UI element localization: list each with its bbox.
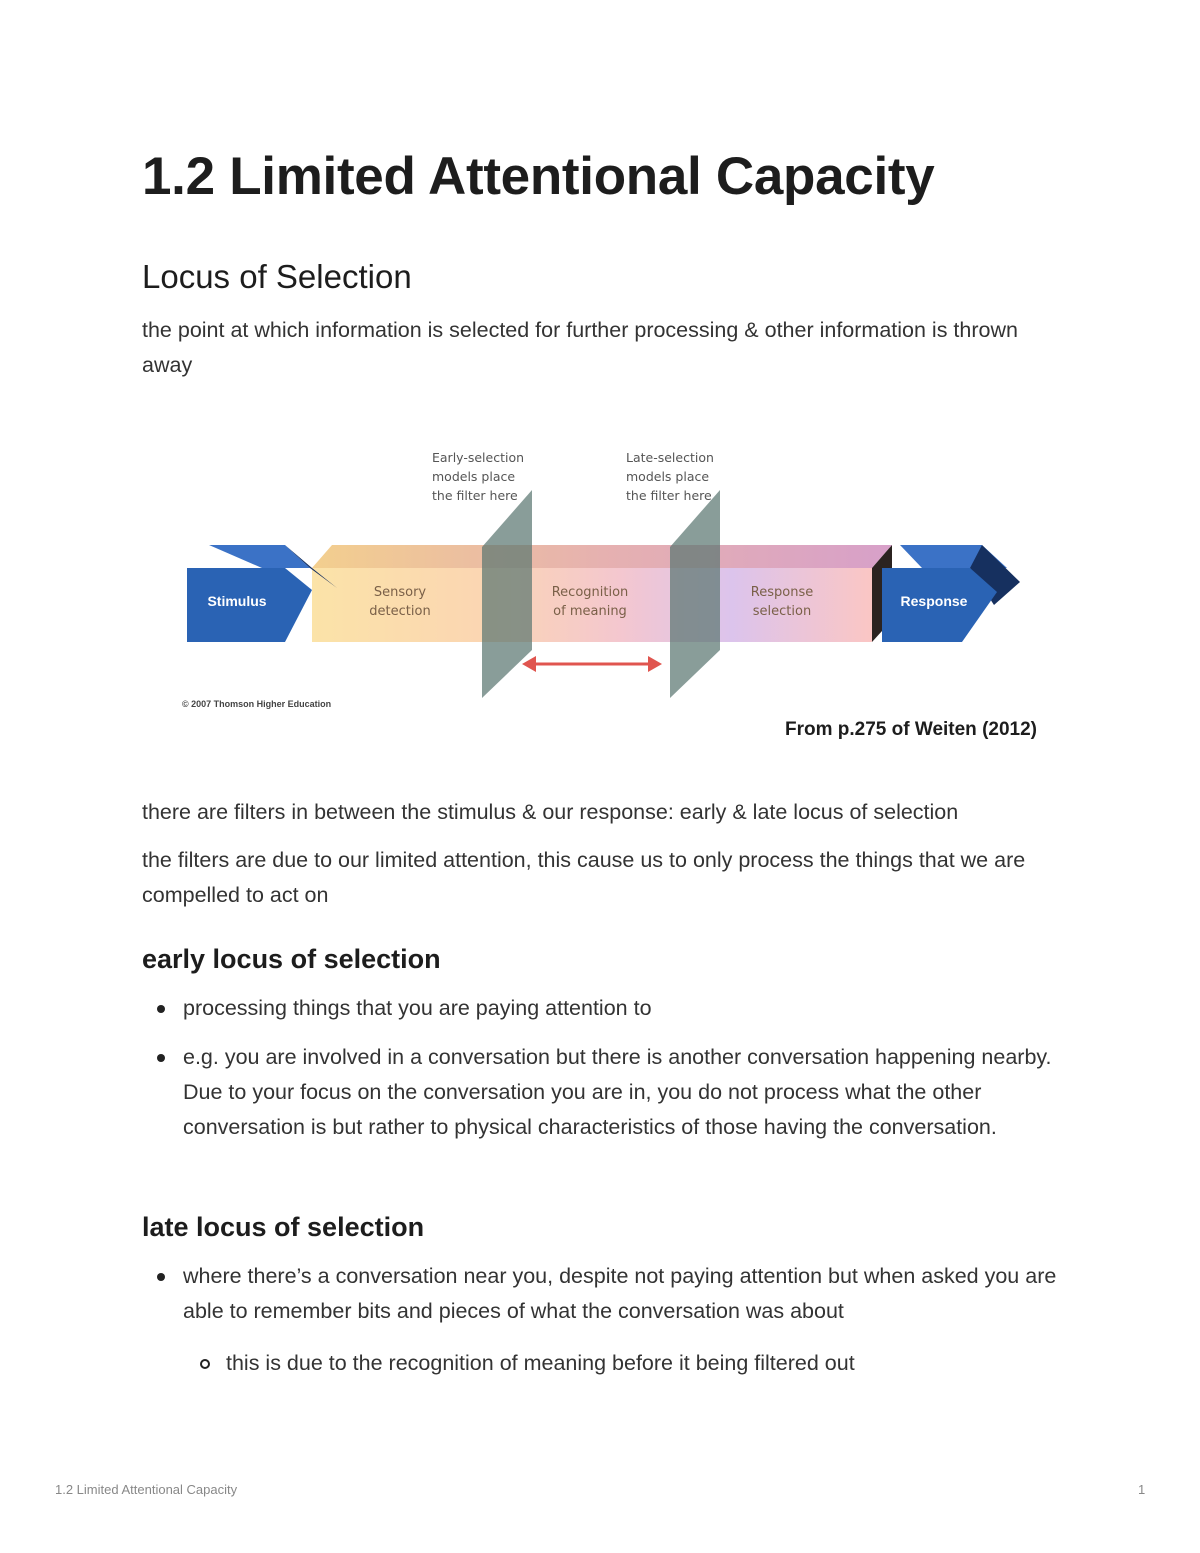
stimulus-label: Stimulus (207, 593, 267, 609)
sub-list-item-text: this is due to the recognition of meaning before it being filtered out (226, 1351, 855, 1375)
stimulus-top (209, 545, 310, 568)
late-note-line3: the filter here (626, 488, 712, 503)
early-selection-list (142, 991, 1062, 1145)
response-label: Response (900, 593, 968, 609)
figure-copyright: © 2007 Thomson Higher Education (182, 699, 332, 709)
early-note-line3: the filter here (432, 488, 518, 503)
page-title: 1.2 Limited Attentional Capacity (142, 147, 935, 206)
early-filter-plane (482, 490, 532, 698)
recognition-label-line1: Recognition (551, 585, 629, 600)
bullet-icon (157, 1005, 165, 1013)
late-selection-list (142, 1259, 1062, 1329)
section-heading: Locus of Selection (142, 258, 412, 295)
footer-page-number: 1 (1138, 1482, 1146, 1497)
late-selection-heading: late locus of selection (142, 1212, 425, 1242)
bullet-icon (157, 1054, 165, 1062)
bullet-icon (157, 1273, 165, 1281)
list-item (142, 1040, 1062, 1145)
list-item (142, 991, 1062, 1026)
footer-title: 1.2 Limited Attentional Capacity (55, 1482, 238, 1497)
locus-of-selection-figure (182, 440, 1052, 750)
sensory-label-line2: detection (369, 604, 431, 619)
limited-attention-paragraph: the filters are due to our limited attention, this cause us to only process the things that we are compelled to act on (142, 848, 1026, 907)
early-note-line2: models place (432, 469, 516, 484)
late-note-line2: models place (626, 469, 710, 484)
double-arrow-left-head (522, 656, 536, 672)
early-note-line1: Early-selection (432, 450, 525, 465)
sub-list-item (142, 1346, 1062, 1381)
list-item-text: processing things that you are paying attention to (183, 996, 652, 1020)
list-item-text: e.g. you are involved in a conversation but there is another conversation happening nearby. Due to your focus on the conversation you are in, you do not process what the other conversation is but rather to physical characteristics of those having the conversation. (183, 1045, 1052, 1139)
late-selection-sublist (142, 1346, 1062, 1381)
response-selection-label-line1: Response (750, 585, 814, 600)
response-selection-label-line2: selection (752, 604, 812, 619)
list-item (142, 1259, 1062, 1329)
selection-diagram (182, 440, 1052, 750)
recognition-label-line2: of meaning (553, 604, 627, 619)
figure-caption: From p.275 of Weiten (2012) (785, 719, 1037, 740)
late-filter-plane (670, 490, 720, 698)
late-note-line1: Late-selection (626, 450, 714, 465)
double-arrow-right-head (648, 656, 662, 672)
sensory-label-line1: Sensory (373, 585, 427, 600)
band-top (312, 545, 892, 568)
filters-paragraph: there are filters in between the stimulus & our response: early & late locus of selection (142, 800, 959, 824)
list-item-text: where there’s a conversation near you, despite not paying attention but when asked you are able to remember bits and pieces of what the conversation was about (183, 1264, 1057, 1323)
definition-text: the point at which information is selected for further processing & other information is thrown away (142, 318, 1018, 377)
hollow-bullet-icon (200, 1359, 210, 1369)
early-selection-heading: early locus of selection (142, 944, 441, 974)
